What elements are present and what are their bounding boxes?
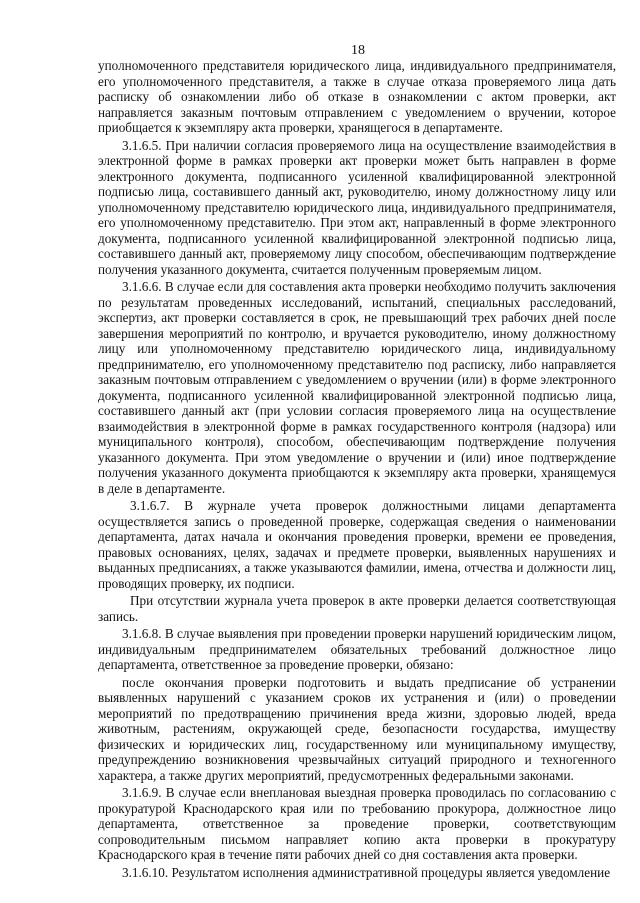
paragraph-after-check: после окончания проверки подготовить и выдать предписание об устранении выявленных нарушений с указанием сроков их устранения и (или) о проведении мероприятий по предотвращению причинения вреда жизни, здоровью людей, вреда животным, растениям, окружающей среде, безопасности государства, имуществу физических и юридических лиц, государственному или муниципальному имуществу, предупреждению возникновения чрезвычайных ситуаций природного и техногенного характера, а также других мероприятий, предусмотренных федеральными законами. [98, 674, 616, 783]
body-text [98, 58, 616, 882]
page-number: 18 [351, 43, 365, 58]
paragraph-3-1-6-7: 3.1.6.7. В журнале учета проверок должностными лицами департамента осуществляется запись о проведенной проверке, содержащая сведения о наименовании департамента, датах начала и окончания проведения проверки, времени ее проведения, правовых основаниях, целях, задачах и предмете проверки, выявленных нарушениях и выданных предписаниях, а также указываются фамилии, имена, отчества и должности лиц, проводящих проверку, их подписи. [98, 498, 616, 591]
paragraph-3-1-6-9: 3.1.6.9. В случае если внеплановая выездная проверка проводилась по согласованию с прокуратурой Краснодарского края или по требованию прокурора, должностное лицо департамента, ответственное за проведение проверки, соответствующим сопроводительным письмом направляет копию акта проверки в прокуратуру Краснодарского края в течение пяти рабочих дней со дня составления акта проверки. [98, 785, 616, 862]
paragraph-no-journal: При отсутствии журнала учета проверок в акте проверки делается соответствующая запись. [98, 593, 616, 624]
paragraph-3-1-6-8: 3.1.6.8. В случае выявления при проведении проверки нарушений юридическим лицом, индивидуальным предпринимателем обязательных требований должностное лицо департамента, ответственное за проведение проверки, обязано: [98, 626, 616, 672]
paragraph-continuation: уполномоченного представителя юридического лица, индивидуального предпринимателя, его уполномоченного представителя, а также в случае отказа проверяемого лица дать расписку об ознакомлении либо об отказе в ознакомлении с актом проверки, акт направляется заказным почтовым отправлением с уведомлением о вручении, которое приобщается к экземпляру акта проверки, хранящегося в департаменте. [98, 58, 616, 135]
paragraph-3-1-6-6: 3.1.6.6. В случае если для составления акта проверки необходимо получить заключения по результатам проведенных исследований, испытаний, специальных расследований, экспертиз, акт проверки составляется в срок, не превышающий трех рабочих дней после завершения мероприятий по контролю, и вручается руководителю, иному должностному лицу или уполномоченному представителю юридического лица, индивидуальному предпринимателю, его уполномоченному представителю под расписку, либо направляется заказным почтовым отправлением с уведомлением о вручении (или) в форме электронного документа, подписанного усиленной квалифицированной электронной подписью лица, составившего данный акт (при условии согласия проверяемого лица на осуществление взаимодействия в электронной форме в рамках государственного контроля (надзора) или муниципального контроля), способом, обеспечивающим подтверждение получения указанного документа. При этом уведомление о вручении и (или) иное подтверждение получения указанного документа приобщаются к экземпляру акта проверки, хранящемуся в деле в департаменте. [98, 279, 616, 496]
paragraph-3-1-6-5: 3.1.6.5. При наличии согласия проверяемого лица на осуществление взаимодействия в электронной форме в рамках проверки акт проверки может быть направлен в форме электронного документа, подписанного усиленной квалифицированной электронной подписью лица, составившего данный акт, руководителю, иному должностному лицу или уполномоченному представителю юридического лица, индивидуального предпринимателя, его уполномоченному представителю. При этом акт, направленный в форме электронного документа, подписанного усиленной квалифицированной электронной подписью лица, составившего данный акт, проверяемому лицу способом, обеспечивающим подтверждение получения указанного документа, считается полученным проверяемым лицом. [98, 137, 616, 277]
paragraph-3-1-6-10: 3.1.6.10. Результатом исполнения административной процедуры является уведомление [122, 864, 611, 880]
